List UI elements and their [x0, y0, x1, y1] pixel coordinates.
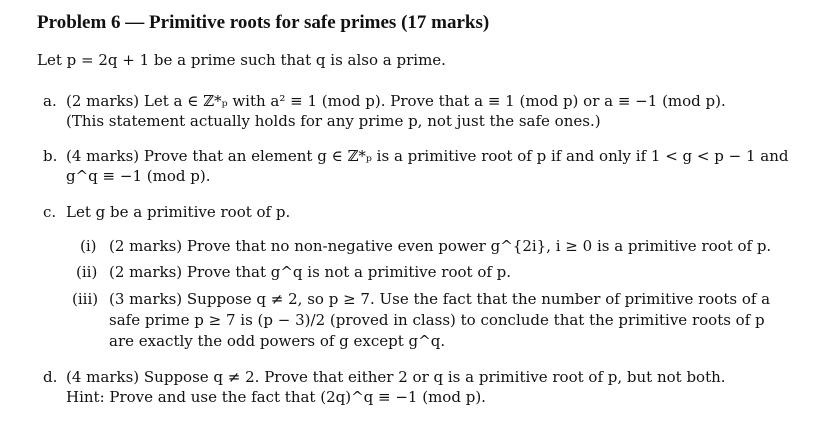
part-c-line-1: Let g be a primitive root of p. — [66, 203, 291, 221]
subpart-ii-line-1: (2 marks) Prove that g^q is not a primitive root of p. — [109, 263, 512, 281]
part-a-line-1: (2 marks) Let a ∈ ℤ*ₚ with a² ≡ 1 (mod p). Prove that a ≡ 1 (mod p) or a ≡ −1 (mod p). — [66, 92, 726, 110]
part-d-hint: Hint: Prove and use the fact that (2q)^q ≡ −1 (mod p). — [66, 388, 486, 406]
part-b-line-2: g^q ≡ −1 (mod p). — [66, 167, 211, 185]
part-b-line-1: (4 marks) Prove that an element g ∈ ℤ*ₚ is a primitive root of p if and only if 1 < g < p − 1 and — [66, 147, 789, 165]
subpart-ii-label: (ii) — [76, 263, 98, 281]
part-a-label: a. — [43, 92, 57, 110]
part-c-label: c. — [43, 203, 57, 221]
part-a-line-2: (This statement actually holds for any prime p, not just the safe ones.) — [66, 112, 601, 130]
subpart-i-line-1: (2 marks) Prove that no non-negative even power g^{2i}, i ≥ 0 is a primitive root of p. — [109, 237, 772, 255]
subpart-iii-label: (iii) — [72, 290, 99, 308]
part-b-label: b. — [43, 147, 58, 165]
subpart-iii-line-2: safe prime p ≥ 7 is (p − 3)/2 (proved in class) to conclude that the primitive roots of p — [109, 311, 765, 329]
subpart-iii-line-1: (3 marks) Suppose q ≠ 2, so p ≥ 7. Use the fact that the number of primitive roots of a — [109, 290, 771, 308]
part-d-label: d. — [43, 368, 58, 386]
problem-intro: Let p = 2q + 1 be a prime such that q is also a prime. — [37, 51, 446, 69]
subpart-iii-line-3: are exactly the odd powers of g except g^q. — [109, 332, 446, 350]
subpart-i-label: (i) — [80, 237, 97, 255]
part-d-line-1: (4 marks) Suppose q ≠ 2. Prove that either 2 or q is a primitive root of p, but not both. — [66, 368, 726, 386]
problem-title: Problem 6 — Primitive roots for safe primes (17 marks) — [37, 12, 490, 33]
